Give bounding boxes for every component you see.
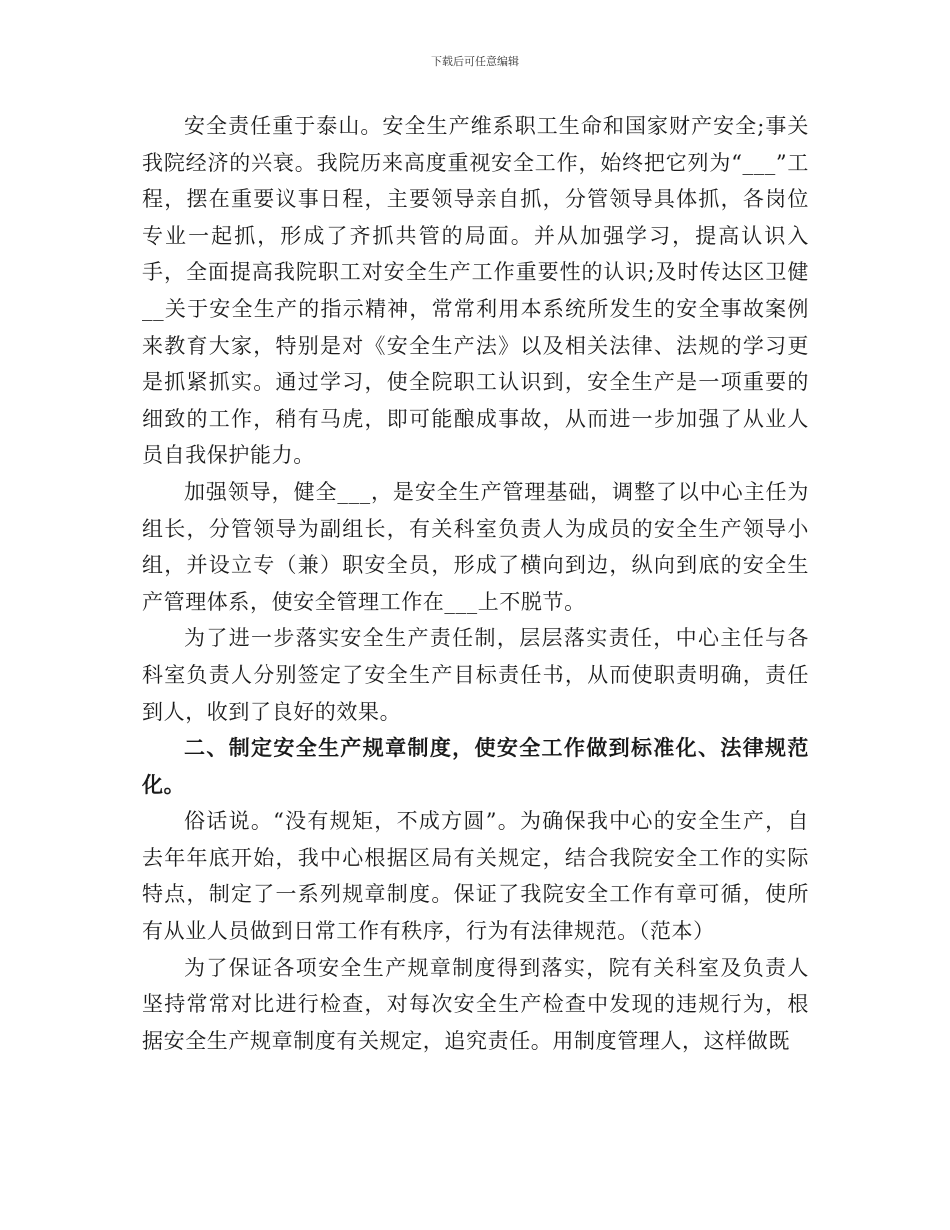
document-body xyxy=(142,108,809,1059)
paragraph-1: 安全责任重于泰山。安全生产维系职工生命和国家财产安全;事关我院经济的兴衰。我院历来高度重视安全工作，始终把它列为“___”工程，摆在重要议事日程，主要领导亲自抓，分管领导具体抓，各岗位专业一起抓，形成了齐抓共管的局面。并从加强学习，提高认识入手，全面提高我院职工对安全生产工作重要性的认识;及时传达区卫健__关于安全生产的指示精神，常常利用本系统所发生的安全事故案例来教育大家，特别是对《安全生产法》以及相关法律、法规的学习更是抓紧抓实。通过学习，使全院职工认识到，安全生产是一项重要的细致的工作，稍有马虎，即可能酿成事故，从而进一步加强了从业人员自我保护能力。 xyxy=(142,114,809,468)
section-heading-2: 二、制定安全生产规章制度，使安全工作做到标准化、法律规范化。 xyxy=(142,736,809,797)
paragraph-5: 为了保证各项安全生产规章制度得到落实，院有关科室及负责人坚持常常对比进行检查，对每次安全生产检查中发现的违规行为，根据安全生产规章制度有关规定，追究责任。用制度管理人，这样做既 xyxy=(142,955,809,1053)
page-header: 下载后可任意编辑 xyxy=(431,55,519,68)
paragraph-4: 俗话说。“没有规矩，不成方圆”。为确保我中心的安全生产，自去年年底开始，我中心根据区局有关规定，结合我院安全工作的实际特点，制定了一系列规章制度。保证了我院安全工作有章可循，使所有从业人员做到日常工作有秩序，行为有法律规范。（范本） xyxy=(142,809,809,944)
paragraph-2: 加强领导，健全___，是安全生产管理基础，调整了以中心主任为组长，分管领导为副组长，有关科室负责人为成员的安全生产领导小组，并设立专（兼）职安全员，形成了横向到边，纵向到底的安全生产管理体系，使安全管理工作在___上不脱节。 xyxy=(142,479,809,614)
paragraph-3: 为了进一步落实安全生产责任制，层层落实责任，中心主任与各科室负责人分别签定了安全生产目标责任书，从而使职责明确，责任到人，收到了良好的效果。 xyxy=(142,626,809,724)
